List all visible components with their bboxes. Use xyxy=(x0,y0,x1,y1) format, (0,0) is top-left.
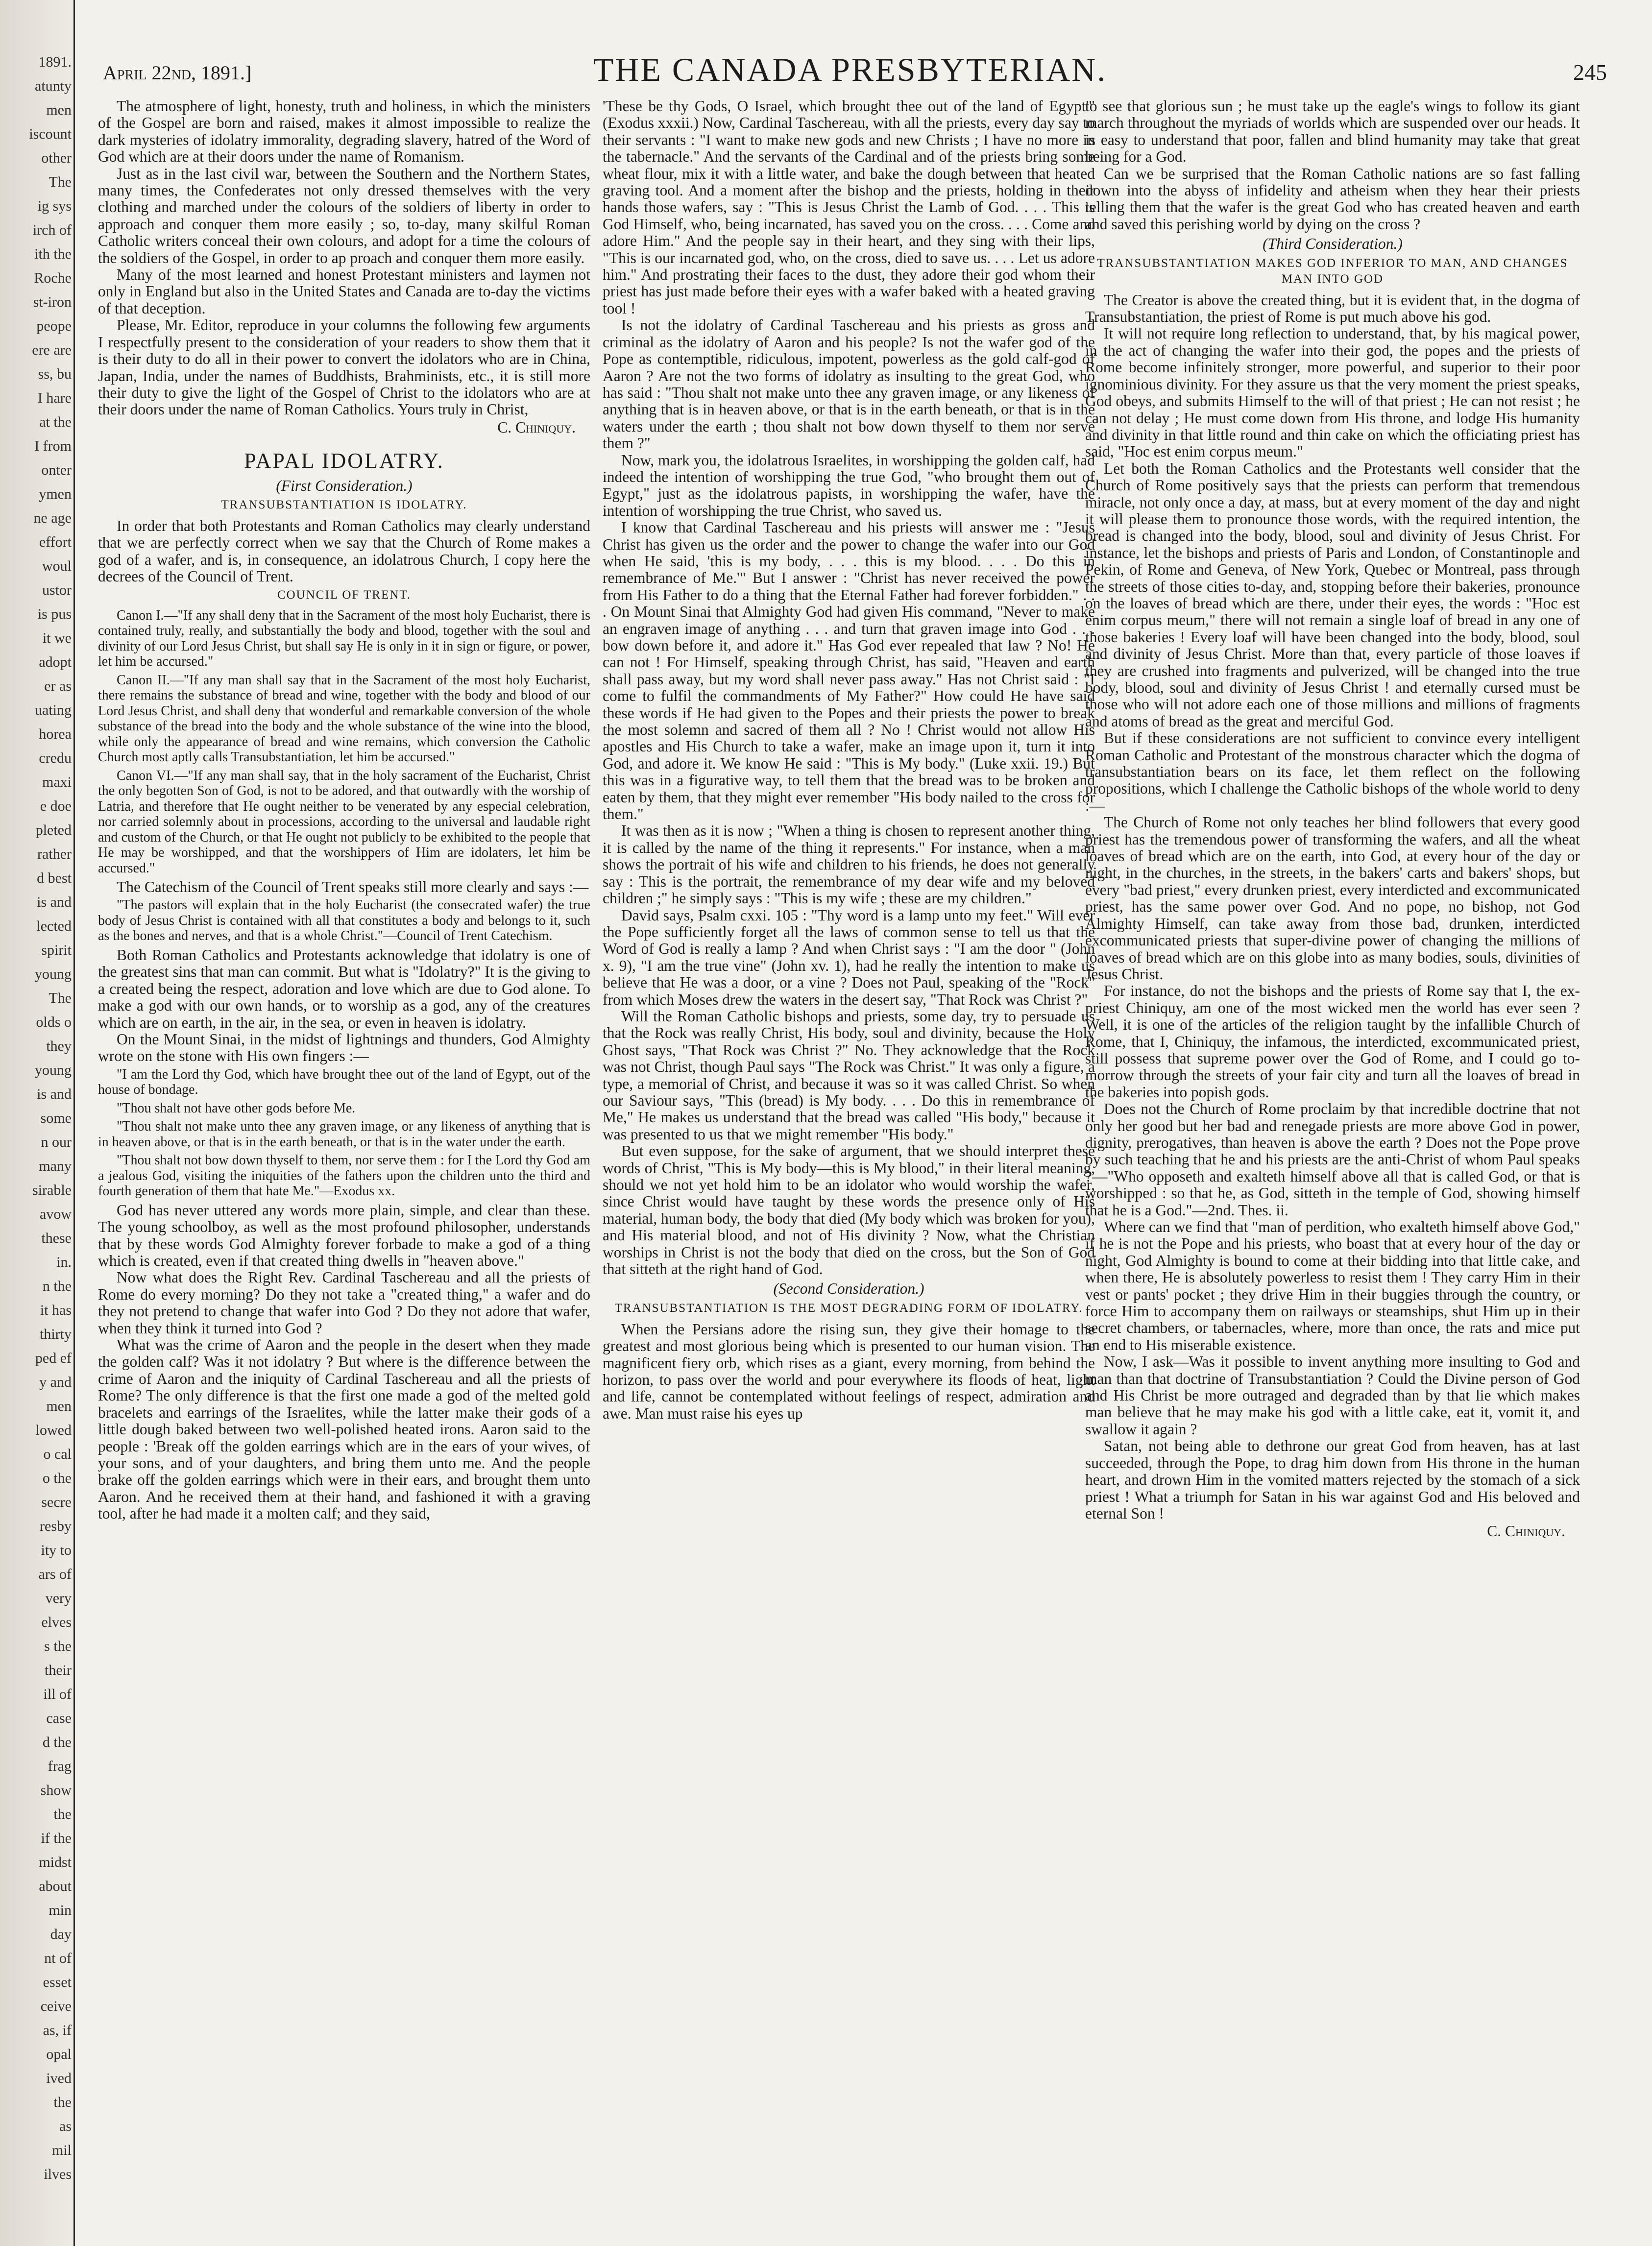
paragraph: When the Persians adore the rising sun, they give their homage to the greatest and most glorious being which is presented to our human vision. The magnificent fiery orb, which rises as a giant, every morning, from behind the horizon, to pass over the world and pour everywhere its floods of heat, light and life, cannot be contemplated without feelings of respect, admiration and awe. Man must raise his eyes up xyxy=(603,1320,1095,1422)
paragraph: I know that Cardinal Taschereau and his priests will answer me : "Jesus Christ has given us the order and the power to change the wafer into our God when He said, 'this is my body, . . . this is my blood. . . . Do this in remembrance of Me.'" But I answer : "Christ has never received the power from His Father to do a thing that the Eternal Father had forever forbidden." . . . On Mount Sinai that Almighty God had given His command, "Never to make an engraven image of anything . . . and turn that graven image into God . . . bow down before it, and adore it." Has God ever repealed that law ? No! He can not ! For Himself, speaking through Christ, has said, "Heaven and earth shall pass away, but my word shall never pass away." Has not Christ said : "I come to fulfil the commandments of My Father?" How could He have said these words if He had given to the Popes and their priests the power to break the most solemn and sacred of them all ? No ! Christ would not allow His apostles and His Church to take a wafer, make an image upon it, turn it into God, and adore it. We know He said : "This is My body." (Luke xxii. 19.) But this was in a figurative way, to tell them that the bread was to be broken and eaten by them, that they might ever remember "His body nailed to the cross for them." xyxy=(603,519,1095,823)
adjacent-page-gutter xyxy=(0,0,75,2246)
gutter-fragment: mil xyxy=(51,2142,72,2158)
gutter-fragment: onter xyxy=(41,462,72,478)
paragraph: What was the crime of Aaron and the people in the desert when they made the golden calf? Was it not idolatry ? But where is the difference between the crime of Aaron and the iniquity of Cardinal Taschereau and all the priests of Rome? The only difference is that the first one made a god of the melted gold bracelets and earrings of the Israelites, while the latter make their gods of a little dough baked between two well-polished heated irons. Aaron said to the people : 'Break off the golden earrings which are in the ears of your wives, of your sons, and of your daughters, and bring them unto me. And the people brake off the golden earrings which were in their ears, and brought them unto Aaron. And he received them at their hand, and fashioned it with a graving tool, after he had made it a molten calf; and they said, xyxy=(98,1336,590,1522)
gutter-fragment: men xyxy=(46,102,72,118)
gutter-fragment: young xyxy=(35,1062,72,1078)
gutter-fragment: s the xyxy=(44,1638,72,1654)
gutter-fragment: ustor xyxy=(42,582,72,598)
paragraph: The Catechism of the Council of Trent speaks still more clearly and says :— xyxy=(117,878,589,896)
gutter-fragment: if the xyxy=(41,1830,72,1846)
commandment-quote: "I am the Lord thy God, which have brought thee out of the land of Egypt, out of the house of bondage. xyxy=(98,1066,590,1098)
paragraph: Both Roman Catholics and Protestants acknowledge that idolatry is one of the greatest sins that man can commit. But what is "Idolatry?" It is the giving to a created being the respect, adoration and love which are due to God alone. To make a god with our own hands, or to worship as a god, any of the creatures which are on earth, in the air, in the sea, or even in heaven is idolatry. xyxy=(98,946,590,1031)
gutter-fragment: pleted xyxy=(35,822,72,838)
paragraph: Satan, not being able to dethrone our great God from heaven, has at last succeeded, through the Pope, to drag him down from His throne in the human heart, and drown Him in the vomited matters rejected by the stomach of a sick priest ! What a triumph for Satan in his war against God and His beloved and eternal Son ! xyxy=(1085,1437,1580,1522)
gutter-fragment: at the xyxy=(39,414,72,430)
gutter-fragment: the xyxy=(53,1806,72,1822)
gutter-fragment: spirit xyxy=(41,942,72,958)
gutter-fragment: many xyxy=(39,1158,72,1174)
gutter-fragment: men xyxy=(46,1398,72,1414)
article-signature: C. Chiniquy. xyxy=(1487,1522,1565,1540)
gutter-fragment: n the xyxy=(42,1278,72,1294)
column-1 xyxy=(98,98,590,2204)
gutter-fragment: n our xyxy=(41,1134,72,1150)
gutter-fragment: thirty xyxy=(40,1326,72,1342)
paragraph: In order that both Protestants and Roman Catholics may clearly understand that we are perfectly correct when we say that the Church of Rome makes a god of a wafer, and is, in consequence, an idolatrous Church, I copy here the decrees of the Council of Trent. xyxy=(98,517,590,585)
gutter-fragment: esset xyxy=(43,1974,72,1990)
paragraph: Does not the Church of Rome proclaim by that incredible doctrine that not only her good but her bad and renegade priests are more above God in power, dignity, prerogatives, than heaven is above the earth ? Does not the Pope prove by such teaching that he and his priests are the anti-Christ of whom Paul speaks ?—"Who opposeth and exalteth himself above all that is called God, or that is worshipped : so that he, as God, sitteth in the temple of God, showing himself that he is a God."—2nd. Thes. ii. xyxy=(1085,1100,1580,1219)
gutter-fragment: about xyxy=(39,1878,72,1894)
commandment-quote: "Thou shalt not make unto thee any graven image, or any likeness of anything that is in heaven above, or that is in the earth beneath, or that is in the water under the earth. xyxy=(98,1119,590,1150)
gutter-fragment: it has xyxy=(40,1302,72,1318)
gutter-fragment: the xyxy=(53,2094,72,2110)
column-2 xyxy=(603,98,1095,2204)
gutter-fragment: day xyxy=(50,1926,72,1942)
gutter-fragment: ity to xyxy=(41,1542,72,1558)
gutter-fragment: is and xyxy=(37,894,72,910)
paragraph: Many of the most learned and honest Protestant ministers and laymen not only in England but also in the United States and Canada are to-day the victims of that deception. xyxy=(98,266,590,317)
gutter-fragment: nt of xyxy=(44,1950,72,1966)
gutter-fragment: it we xyxy=(42,630,72,646)
gutter-fragment: peope xyxy=(36,318,72,334)
gutter-fragment: avow xyxy=(40,1206,72,1222)
page-header xyxy=(83,47,1617,91)
page-number: 245 xyxy=(1573,60,1607,85)
gutter-fragment: ith the xyxy=(34,246,72,262)
gutter-fragment: case xyxy=(46,1710,72,1726)
gutter-fragment: The xyxy=(49,174,72,190)
commandment-quote: "Thou shalt not bow down thyself to them, nor serve them : for I the Lord thy God am a jealous God, visiting the iniquities of the fathers upon the children unto the third and fourth generation of them that hate Me."—Exodus xx. xyxy=(98,1153,590,1199)
gutter-fragment: maxi xyxy=(42,774,72,790)
gutter-fragment: olds o xyxy=(36,1014,72,1030)
paragraph: It was then as it is now ; "When a thing is chosen to represent another thing, it is called by the name of the thing it represents." For instance, when a man shows the portrait of his wife and children to his friends, he does not generally say : This is the portrait, the remembrance of my dear wife and my beloved children ;" he simply says : "This is my wife ; these are my children." xyxy=(603,822,1095,907)
paragraph: Can we be surprised that the Roman Catholic nations are so fast falling down into the abyss of infidelity and atheism when they hear their priests telling them that the wafer is the great God who has created heaven and earth and saved this perishing world by dying on the cross ? xyxy=(1085,165,1580,233)
section-subheading: TRANSUBSTANTIATION MAKES GOD INFERIOR TO MAN, AND CHANGES MAN INTO GOD xyxy=(1097,256,1568,286)
gutter-fragment: st-iron xyxy=(33,294,72,310)
gutter-fragment: The xyxy=(49,990,72,1006)
gutter-fragment: iscount xyxy=(29,126,72,142)
paragraph: David says, Psalm cxxi. 105 : "Thy word is a lamp unto my feet." Will ever the Pope sufficiently forget all the laws of common sense to tell us that the Word of God is really a lamp ? And when Christ says : "I am the door " (John x. 9), "I am the true vine" (John xv. 1), had he really the intention to make us believe that He was a door, or a vine ? Does not Paul, speaking of the "Rock" from which Moses drew the waters in the desert say, "That Rock was Christ ?" xyxy=(603,906,1095,1008)
paragraph: to see that glorious sun ; he must take up the eagle's wings to follow its giant march throughout the myriads of worlds which are suspended over our heads. It is easy to understand that poor, fallen and blind humanity may take that great being for a God. xyxy=(1085,98,1580,166)
gutter-fragment: rather xyxy=(37,846,72,862)
paragraph: On the Mount Sinai, in the midst of lightnings and thunders, God Almighty wrote on the stone with His own fingers :— xyxy=(98,1031,590,1065)
gutter-fragment: show xyxy=(40,1782,72,1798)
paragraph: God has never uttered any words more plain, simple, and clear than these. The young schoolboy, as well as the most profound philosopher, understands that by these words God Almighty forever forbade to make a god of a thing which is created, even if that created thing dwells in "heaven above." xyxy=(98,1201,590,1270)
gutter-fragment: o the xyxy=(42,1470,72,1486)
gutter-fragment: elves xyxy=(41,1614,72,1630)
gutter-fragment: ig sys xyxy=(37,198,72,214)
gutter-fragment: their xyxy=(45,1662,72,1678)
paragraph: Now, mark you, the idolatrous Israelites, in worshipping the golden calf, had indeed the intention of worshipping the true God, "who brought them out of Egypt," just as the idolatrous papists, in worshipping the wafer, have the intention of worshipping the true Christ, who saved us. xyxy=(603,451,1095,519)
catechism-quote: "The pastors will explain that in the holy Eucharist (the consecrated wafer) the true body of Jesus Christ is contained with all that constitutes a body and belongs to it, such as the bones and nerves, and that is a whole Christ."—Council of Trent Catechism. xyxy=(98,897,590,944)
gutter-fragment: as, if xyxy=(43,2022,72,2038)
letter-signature: C. Chiniquy. xyxy=(497,418,576,436)
commandment-quote: "Thou shalt not have other gods before Me. xyxy=(117,1100,356,1116)
council-heading: COUNCIL OF TRENT. xyxy=(277,588,412,602)
gutter-fragment: as xyxy=(59,2118,72,2134)
gutter-fragment: secre xyxy=(41,1494,72,1510)
gutter-fragment: lected xyxy=(36,918,72,934)
masthead-title: THE CANADA PRESBYTERIAN. xyxy=(593,51,1107,88)
paragraph: Just as in the last civil war, between the Southern and the Northern States, many times, the Confederates not only dressed themselves with the very clothing and marched under the colours of the soldiers of liberty in order to approach and conquer them more easily ; so, to-day, many skilful Roman Catholic writers conceal their own colours, and adopt for a time the colours of the soldiers of the Gospel, in order to ap proach and conquer them more easily. xyxy=(98,165,590,266)
section-subheading: TRANSUBSTANTIATION IS THE MOST DEGRADING FORM OF IDOLATRY. xyxy=(614,1301,1083,1315)
gutter-fragment: d the xyxy=(42,1734,72,1750)
section-heading: (Second Consideration.) xyxy=(773,1280,924,1298)
gutter-fragment: ilves xyxy=(44,2166,72,2182)
gutter-fragment: ars of xyxy=(38,1566,72,1582)
paragraph: Please, Mr. Editor, reproduce in your columns the following few arguments I respectfully present to the consideration of your readers to show them that it is their duty to do all in their power to convert the idolators who are in China, Japan, India, under the names of Buddhists, Brahminists, etc., it is still more their duty to give the light of the Gospel of Christ to the idolators who are at their doors under the name of Roman Catholics. Yours truly in Christ, xyxy=(98,316,590,418)
issue-date: April 22nd, 1891.] xyxy=(103,62,252,84)
article-heading: PAPAL IDOLATRY. xyxy=(244,449,444,473)
gutter-fragment: opal xyxy=(46,2046,72,2062)
gutter-fragment: ere are xyxy=(32,342,72,358)
canon-quote: Canon II.—"If any man shall say that in the Sacrament of the most holy Eucharist, there remains the substance of bread and wine, together with the body and blood of our Lord Jesus Christ, and shall deny that wonderful and remarkable conversion of the whole substance of the bread into the body and the whole substance of the wine into the blood, while only the appearance of bread and wine remains, which conversion the Catholic Church most aptly calls Transubstantiation, let him be accursed." xyxy=(98,672,590,765)
gutter-fragment: sirable xyxy=(32,1182,72,1198)
gutter-fragment: Roche xyxy=(34,270,72,286)
gutter-fragment: midst xyxy=(39,1854,72,1870)
paragraph: Let both the Roman Catholics and the Protestants well consider that the Church of Rome positively says that the priests can perform that tremendous miracle, not only once a day, at mass, but at every moment of the day and night it will please them to pronounce those words, with the required intention, the bread is changed into the body, blood, soul and divinity of Jesus Christ. For instance, let the bishops and priests of Paris and London, of Constantinople and Pekin, of Rome and Geneva, of New York, Quebec or Montreal, pass through the streets of those cities to-day, and, stopping before their bakeries, pronounce on the loaves of bread which are there, under their eyes, the words : "Hoc est enim corpus meum," there will not remain a single loaf of bread in any one of those bakeries ! Every loaf will have been changed into the body, blood, soul and divinity of Jesus Christ. More than that, every particle of those loaves if they are crushed into fragments and pulverized, will be changed into the true body, blood, soul and divinity of Jesus Christ ! and eternally cursed must be those who will not adore each one of those millions and millions of fragments and atoms of bread as the great and merciful God. xyxy=(1085,459,1580,730)
gutter-fragment: I from xyxy=(34,438,72,454)
section-heading: (First Consideration.) xyxy=(276,477,413,494)
gutter-fragment: credu xyxy=(39,750,72,766)
gutter-fragment: 1891. xyxy=(38,54,72,70)
gutter-fragment: y and xyxy=(39,1374,72,1390)
paragraph: Now, I ask—Was it possible to invent anything more insulting to God and man than that doctrine of Transubstantiation ? Could the Divine person of God and His Christ be more outraged and degraded than by that lie which makes man believe that he may make his god with a little cake, eat it, vomit it, and swallow it again ? xyxy=(1085,1353,1580,1438)
gutter-fragment: these xyxy=(41,1230,72,1246)
paragraph: For instance, do not the bishops and the priests of Rome say that I, the ex-priest Chiniquy, am one of the most wicked men the world has ever seen ? Well, it is one of the articles of the religion taught by the infallible Church of Rome, that I, Chiniquy, the infamous, the interdicted, excommunicated priest, still possess that supreme power over the God of Rome, and I could go to-morrow through the streets of your fair city and turn all the loaves of bread in the bakeries into popish gods. xyxy=(1085,982,1580,1101)
column-3 xyxy=(1085,98,1580,2204)
gutter-fragment: is pus xyxy=(37,606,72,622)
gutter-fragment: horea xyxy=(39,726,72,742)
gutter-fragment: er as xyxy=(44,678,72,694)
gutter-fragment: some xyxy=(40,1110,72,1126)
gutter-fragment: uating xyxy=(35,702,72,718)
gutter-fragment: other xyxy=(41,150,72,166)
paragraph: The Church of Rome not only teaches her blind followers that every good priest has the tremendous power of transforming the wafers, and all the wheat loaves of bread which are on the earth, into God, at every hour of the day or night, in the churches, in the streets, in the bakers' carts and bakers' shops, but every "bad priest," every drunken priest, every interdicted and excommunicated priest, has the same power over God. And no pope, no bishop, not God Almighty Himself, can take away from those bad, drunken, interdicted excommunicated priests that super-divine power of changing the millions of loaves of bread which are on this globe into as many bodies, souls, divinities of Jesus Christ. xyxy=(1085,814,1580,983)
gutter-fragment: d best xyxy=(37,870,72,886)
gutter-fragment: ceive xyxy=(40,1998,72,2014)
gutter-fragment: atunty xyxy=(35,78,72,94)
gutter-fragment: ill of xyxy=(43,1686,72,1702)
gutter-fragment: is and xyxy=(37,1086,72,1102)
gutter-fragment: min xyxy=(49,1902,72,1918)
gutter-fragment: very xyxy=(45,1590,72,1606)
gutter-fragment: ped ef xyxy=(35,1350,72,1366)
gutter-fragment: adopt xyxy=(39,654,72,670)
canon-quote: Canon VI.—"If any man shall say, that in the holy sacrament of the Eucharist, Christ the only begotten Son of God, is not to be adored, and that outwardly with the worship of Latria, and therefore that He ought neither to be venerated by any especial celebration, nor carried solemnly about in processions, according to the universal and laudable right and custom of the Church, or that He ought not publicly to be exhibited to the people that He may be worshipped, and that the worshippers of Him are idolaters, let him be accursed." xyxy=(98,768,590,876)
gutter-fragment: o cal xyxy=(43,1446,72,1462)
paragraph: The Creator is above the created thing, but it is evident that, in the dogma of Transubstantiation, the priest of Rome is put much above his god. xyxy=(1085,291,1580,326)
paragraph: 'These be thy Gods, O Israel, which brought thee out of the land of Egypt'" (Exodus xxxii.) Now, Cardinal Taschereau, with all the priests, every day say to their servants : "I want to make new gods and new Christs ; I have no more in the tabernacle." And the servants of the Cardinal and of the priests bring some wheat flour, mix it with a little water, and bake the dough between that heated graving tool. And a moment after the bishop and the priests, holding in their hands those wafers, say : "This is Jesus Christ the Lamb of God. . . . This is God Himself, who, being incarnated, has saved you on the cross. . . . Come and adore Him." And the people say in their heart, and they sing with their lips, "This is our incarnated god, who, on the cross, died to save us. . . . Let us adore him." And prostrating their faces to the dust, they adore their god whom their priest has just made before their eyes with a wafer baked with a heated graving tool ! xyxy=(603,98,1095,317)
paragraph: It will not require long reflection to understand, that, by his magical power, in the act of changing the wafer into their god, the popes and the priests of Rome become infinitely stronger, more powerful, and superior to their poor ignominious divinity. For they assure us that the very moment the priest speaks, God obeys, and submits Himself to the will of that priest ; He can not resist ; he can not delay ; He must come down from His throne, and lodge His humanity and divinity in that little round and thin cake on which the officiating priest has said, "Hoc est enim corpus meum." xyxy=(1085,325,1580,460)
gutter-fragment: frag xyxy=(48,1758,72,1774)
gutter-fragment: irch of xyxy=(32,222,72,238)
gutter-fragment: ymen xyxy=(39,486,72,502)
gutter-fragment: resby xyxy=(40,1518,72,1534)
gutter-fragment: ived xyxy=(46,2070,72,2086)
gutter-fragment: ss, bu xyxy=(38,366,72,382)
gutter-fragment: lowed xyxy=(35,1422,72,1438)
gutter-fragment: they xyxy=(46,1038,72,1054)
paragraph: Where can we find that "man of perdition, who exalteth himself above God," if he is not the Pope and his priests, who boast that at every hour of the day or night, God Almighty is bound to come at their bidding into that little cake, and when there, He is absolutely powerless to resist them ! They carry Him in their vest or pants' pocket ; they drive Him in their buggies through the country, or force Him to accompany them on railways or steamships, shut Him up in their secret chambers, or tabernacles, where, more than once, the rats and mice put an end to His miserable existence. xyxy=(1085,1218,1580,1353)
paragraph: Now what does the Right Rev. Cardinal Taschereau and all the priests of Rome do every morning? Do they not take a "created thing," a wafer and do they not pretend to change that wafer into God ? Do they not adore that wafer, when they think it turned into God ? xyxy=(98,1269,590,1337)
paragraph: But if these considerations are not sufficient to convince every intelligent Roman Catholic and Protestant of the monstrous character which the dogma of transubstantiation bears on its face, let them reflect on the following propositions, which I challenge the Catholic bishops of the whole world to deny :— xyxy=(1085,729,1580,814)
paragraph: The atmosphere of light, honesty, truth and holiness, in which the ministers of the Gospel are born and raised, makes it almost impossible to realize the dark mysteries of idolatry immorality, degrading slavery, hatred of the Word of God which are at their doors under the name of Romanism. xyxy=(98,98,590,166)
gutter-fragment: e doe xyxy=(40,798,72,814)
gutter-fragment: in. xyxy=(56,1254,72,1270)
paragraph: Is not the idolatry of Cardinal Taschereau and his priests as gross and criminal as the idolatry of Aaron and his people? Is not the wafer god of the Pope as contemptible, ridiculous, impotent, powerless as the gold calf-god of Aaron ? Are not the two forms of idolatry as insulting to the great God, who has said : "Thou shalt not make unto thee any graven image, or any likeness of anything that is in heaven above, or that is in the earth beneath, or that is in the waters under the earth ; thou shalt not bow down thyself to them nor serve them ?" xyxy=(603,316,1095,452)
section-heading: (Third Consideration.) xyxy=(1263,235,1403,253)
paragraph: Will the Roman Catholic bishops and priests, some day, try to persuade us that the Rock was really Christ, His body, soul and divinity, because the Holy Ghost says, "That Rock was Christ ?" No. They acknowledge that the Rock was not Christ, though Paul says "The Rock was Christ." It was only a figure, a type, a memorial of Christ, and because it was so it was called Christ. So when our Saviour says, "This (bread) is My body. . . . Do this in remembrance of Me," He makes us understand that the bread was called "His body," because it was presented to us that we might remember "His body." xyxy=(603,1007,1095,1143)
gutter-fragment: young xyxy=(35,966,72,982)
gutter-fragment: ne age xyxy=(33,510,72,526)
gutter-fragment: effort xyxy=(39,534,72,550)
gutter-fragment: I hare xyxy=(37,390,72,406)
canon-quote: Canon I.—"If any shall deny that in the Sacrament of the most holy Eucharist, there is contained truly, really, and substantially the body and blood, together with the soul and divinity of our Lord Jesus Christ, but shall say He is only in it in sign or figure, or power, let him be accursed." xyxy=(98,607,590,670)
section-subheading: TRANSUBSTANTIATION IS IDOLATRY. xyxy=(221,498,467,511)
paragraph: But even suppose, for the sake of argument, that we should interpret these words of Christ, "This is My body—this is My blood," in their literal meaning, should we not yet hold him to be an idolator who would worship the wafer, since Christ would have taught by these words the presence only of His material, human body, the body that died (My body which was broken for you), and His material blood, and not of His divinity ? Now, what the Christian worships in Christ is not the body that died on the cross, but the Son of God that sitteth at the right hand of God. xyxy=(603,1142,1095,1278)
gutter-fragment: woul xyxy=(42,558,72,574)
